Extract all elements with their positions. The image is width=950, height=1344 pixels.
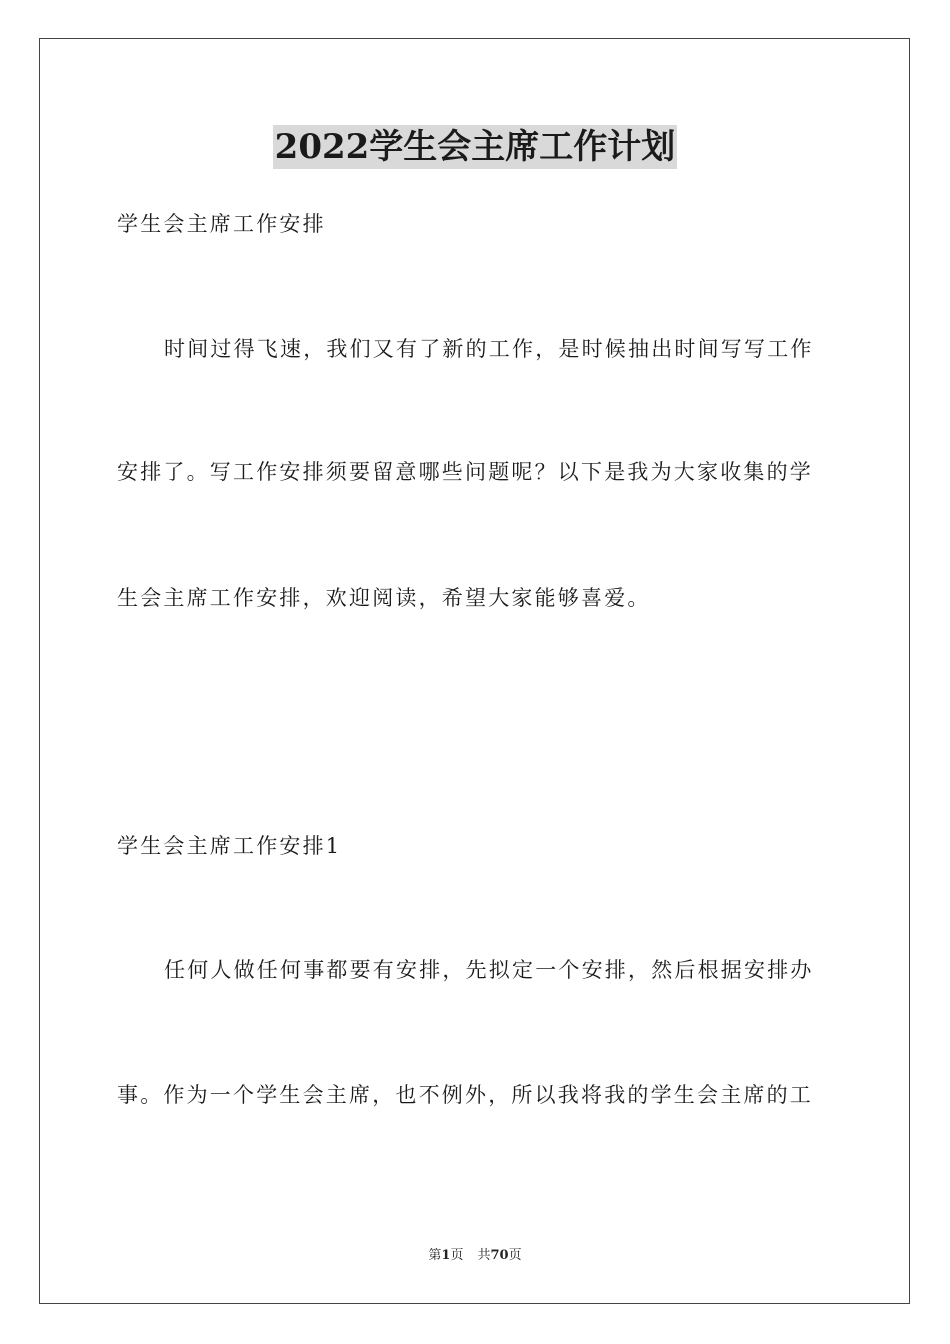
paragraph-line: 生会主席工作安排，欢迎阅读，希望大家能够喜爱。 xyxy=(117,586,651,610)
paragraph-line: 任何人做任何事都要有安排，先拟定一个安排，然后根据安排办 xyxy=(164,958,814,982)
total-prefix: 共 xyxy=(477,1248,491,1263)
section-heading: 学生会主席工作安排1 xyxy=(117,834,342,858)
page-footer xyxy=(0,1247,950,1265)
section-heading: 学生会主席工作安排 xyxy=(117,212,326,236)
document-title: 2022学生会主席工作计划 xyxy=(274,127,676,167)
paragraph-line: 事。作为一个学生会主席，也不例外，所以我将我的学生会主席的工 xyxy=(117,1083,813,1107)
total-pages-number: 70 xyxy=(490,1248,509,1263)
page-prefix: 第 xyxy=(428,1248,442,1263)
current-page-number: 1 xyxy=(441,1248,451,1263)
title-container xyxy=(0,125,950,169)
paragraph-line: 安排了。写工作安排须要留意哪些问题呢？以下是我为大家收集的学 xyxy=(117,460,813,484)
total-unit: 页 xyxy=(508,1248,522,1263)
page-unit: 页 xyxy=(450,1248,464,1263)
paragraph-line: 时间过得飞速，我们又有了新的工作，是时候抽出时间写写工作 xyxy=(164,337,814,361)
